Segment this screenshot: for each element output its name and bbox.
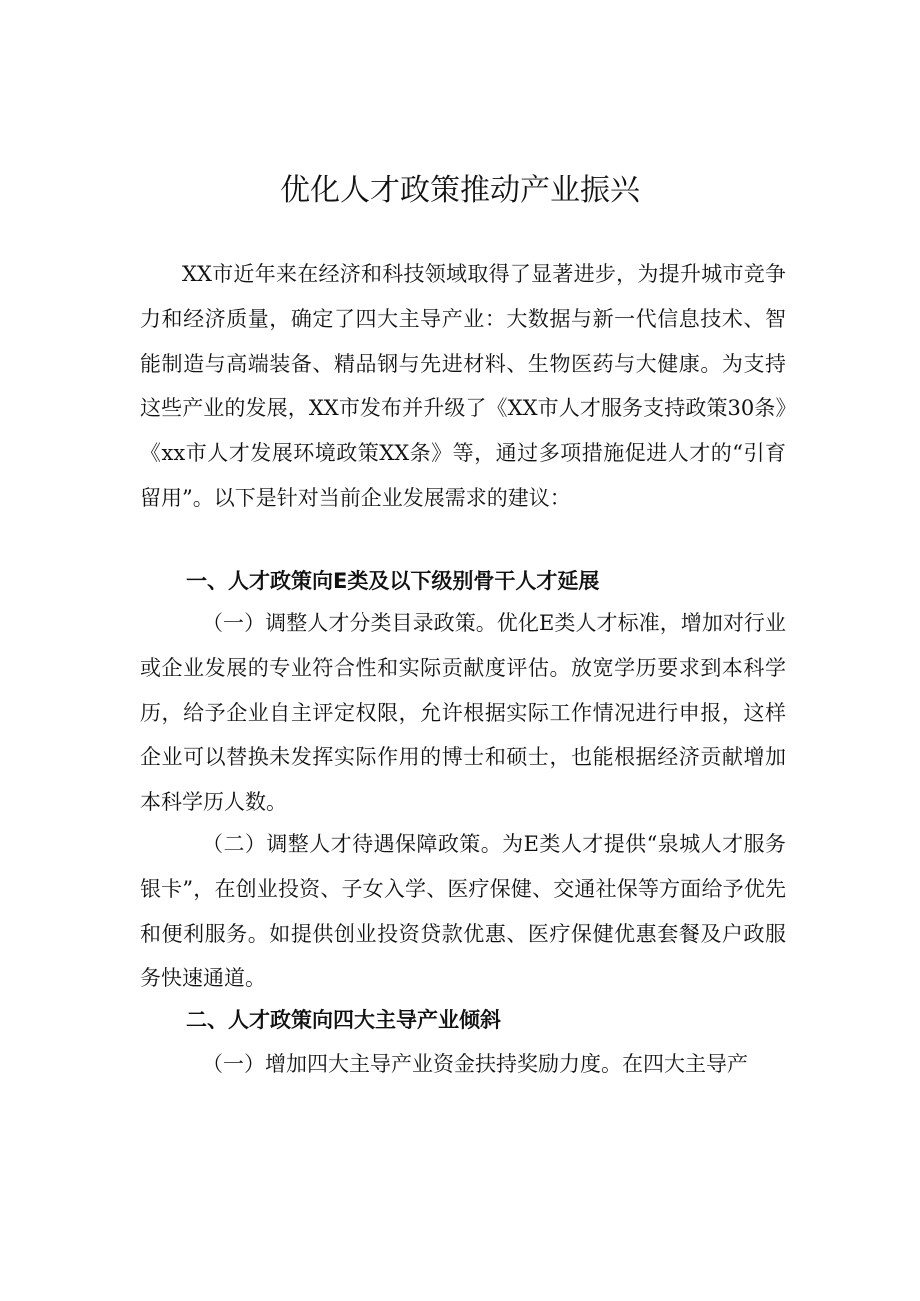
section-1-paragraph-2: （二）调整人才待遇保障政策。为E类人才提供“泉城人才服务银卡”，在创业投资、子女入学、医疗保健、交通社保等方面给予优先和便利服务。如提供创业投资贷款优惠、医疗保健优惠套餐及户政服务快速通道。 bbox=[140, 832, 786, 991]
section-heading-2: 二、人才政策向四大主导产业倾斜 bbox=[186, 1008, 501, 1032]
intro-paragraph: XX市近年来在经济和科技领域取得了显著进步，为提升城市竞争力和经济质量，确定了四大主导产业：大数据与新一代信息技术、智能制造与高端装备、精品钢与先进材料、生物医药与大健康。为支持这些产业的发展，XX市发布并升级了《XX市人才服务支持政策30条》《xx市人才发展环境政策XX条》等，通过多项措施促进人才的“引育留用”。以下是针对当前企业发展需求的建议： bbox=[140, 262, 786, 510]
section-heading-1: 一、人才政策向E类及以下级别骨干人才延展 bbox=[186, 569, 600, 593]
section-1-paragraph-1: （一）调整人才分类目录政策。优化E类人才标准，增加对行业或企业发展的专业符合性和实际贡献度评估。放宽学历要求到本科学历，给予企业自主评定权限，允许根据实际工作情况进行申报，这样企业可以替换未发挥实际作用的博士和硕士，也能根据经济贡献增加本科学历人数。 bbox=[140, 611, 786, 815]
document-title: 优化人才政策推动产业振兴 bbox=[280, 173, 640, 209]
section-2-paragraph-1: （一）增加四大主导产业资金扶持奖励力度。在四大主导产 bbox=[202, 1052, 748, 1076]
